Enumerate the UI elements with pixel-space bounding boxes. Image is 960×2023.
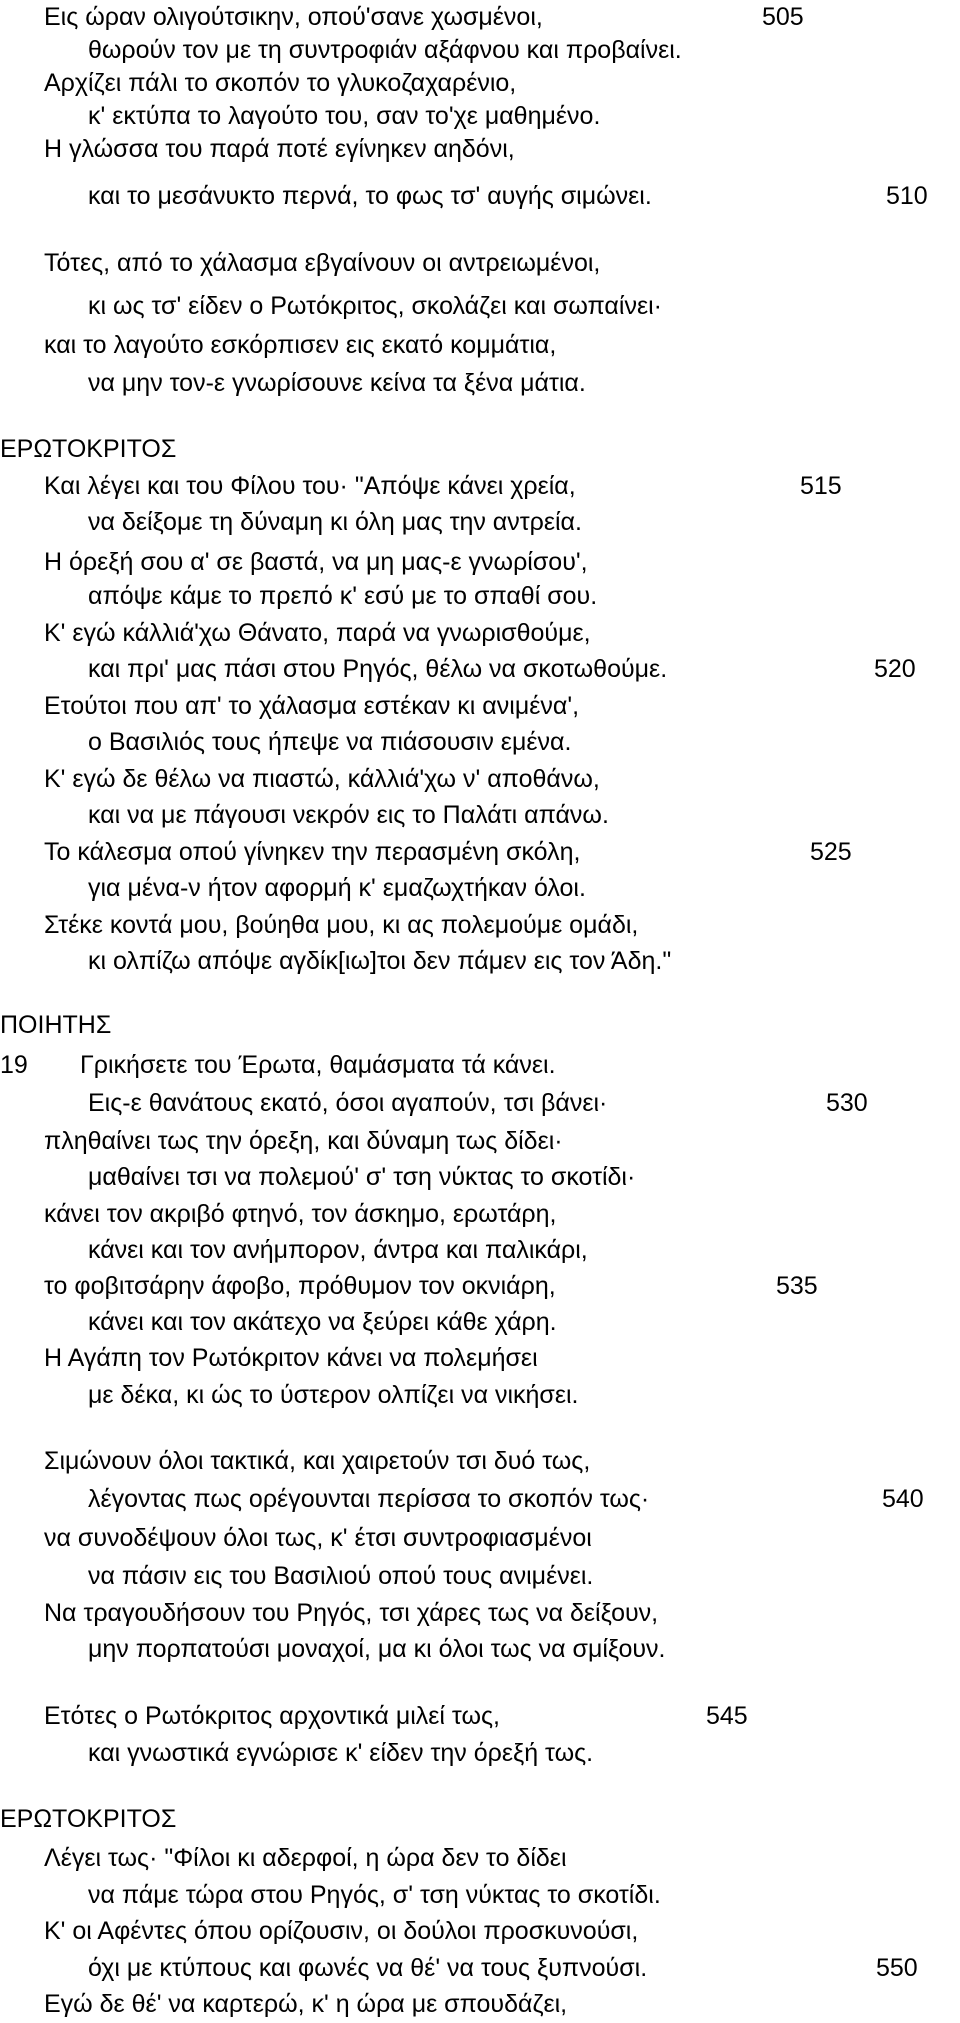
verse-line: Τότες, από το χάλασμα εβγαίνουν οι αντρειωμένοι, [44,249,601,277]
speaker-heading: ΕΡΩΤΟΚΡΙΤΟΣ [0,1805,177,1833]
line-number: 530 [826,1089,868,1117]
line-number: 535 [776,1272,818,1300]
verse-line: κάνει και τον ανήμπορον, άντρα και παλικάρι, [88,1236,588,1264]
line-number: 545 [706,1702,748,1730]
verse-line: Εις-ε θανάτους εκατό, όσοι αγαπούν, τσι βάνει· [88,1089,608,1117]
verse-line: και το μεσάνυκτο περνά, το φως τσ' αυγής σιμώνει. [88,182,652,210]
line-number: 510 [886,182,928,210]
line-number: 505 [762,3,804,31]
verse-line: μαθαίνει τσι να πολεμού' σ' τση νύκτας το σκοτίδι· [88,1163,636,1191]
verse-line: κάνει και τον ακάτεχο να ξεύρει κάθε χάρη. [88,1308,557,1336]
verse-line: Κ' εγώ δε θέλω να πιαστώ, κάλλιά'χω ν' αποθάνω, [44,765,600,793]
verse-line: Και λέγει και του Φίλου του· "Απόψε κάνει χρεία, [44,472,576,500]
verse-line: Κ' οι Αφέντες όπου ορίζουσιν, οι δούλοι προσκυνούσι, [44,1917,639,1945]
verse-line: κ' εκτύπα το λαγούτο του, σαν το'χε μαθημένο. [88,102,601,130]
verse-line: λέγοντας πως ορέγουνται περίσσα το σκοπόν τως· [88,1485,650,1513]
speaker-heading: ΕΡΩΤΟΚΡΙΤΟΣ [0,435,177,463]
verse-line: Να τραγουδήσουν του Ρηγός, τσι χάρες τως να δείξουν, [44,1599,659,1627]
verse-line: και πρι' μας πάσι στου Ρηγός, θέλω να σκοτωθούμε. [88,655,668,683]
verse-line: μην πορπατούσι μοναχοί, μα κι όλοι τως να σμίξουν. [88,1635,666,1663]
line-number: 515 [800,472,842,500]
verse-line: Κ' εγώ κάλλιά'χω Θάνατο, παρά να γνωρισθούμε, [44,619,591,647]
verse-line: πληθαίνει τως την όρεξη, και δύναμη τως δίδει· [44,1127,563,1155]
verse-line: Εγώ δε θέ' να καρτερώ, κ' η ώρα με σπουδάζει, [44,1990,568,2018]
verse-line: κι ολπίζω απόψε αγδίκ[ιω]τοι δεν πάμεν εις τον Άδη." [88,947,672,975]
verse-line: Εις ώραν ολιγούτσικην, οπού'σανε χωσμένοι, [44,3,543,31]
verse-line: Η όρεξή σου α' σε βαστά, να μη μας-ε γνωρίσου', [44,548,588,576]
verse-line: το φοβιτσάρην άφοβο, πρόθυμον τον οκνιάρη, [44,1272,556,1300]
verse-line: και το λαγούτο εσκόρπισεν εις εκατό κομμάτια, [44,331,557,359]
verse-line: Στέκε κοντά μου, βούηθα μου, κι ας πολεμούμε ομάδι, [44,911,639,939]
verse-line: ο Βασιλιός τους ήπεψε να πιάσουσιν εμένα. [88,728,572,756]
verse-line: και γνωστικά εγνώρισε κ' είδεν την όρεξή τως. [88,1739,594,1767]
verse-line: με δέκα, κι ώς το ύστερον ολπίζει να νικήσει. [88,1381,579,1409]
verse-line: κάνει τον ακριβό φτηνό, τον άσκημο, ερωτάρη, [44,1200,557,1228]
verse-line: να πάμε τώρα στου Ρηγός, σ' τση νύκτας το σκοτίδι. [88,1881,661,1909]
line-number: 550 [876,1954,918,1982]
verse-line: να συνοδέψουν όλοι τως, κ' έτσι συντροφιασμένοι [44,1524,592,1552]
verse-line: Σιμώνουν όλοι τακτικά, και χαιρετούν τσι δυό τως, [44,1447,591,1475]
verse-line: όχι με κτύπους και φωνές να θέ' να τους ξυπνούσι. [88,1954,648,1982]
verse-line: θωρούν τον με τη συντροφιάν αξάφνου και προβαίνει. [88,36,682,64]
verse-line: Γρικήσετε του Έρωτα, θαμάσματα τά κάνει. [80,1051,556,1079]
verse-line: να πάσιν εις του Βασιλιού οπού τους ανιμένει. [88,1562,594,1590]
verse-line: Η γλώσσα του παρά ποτέ εγίνηκεν αηδόνι, [44,135,515,163]
verse-line: να δείξομε τη δύναμη κι όλη μας την αντρεία. [88,508,582,536]
verse-line: Η Αγάπη τον Ρωτόκριτον κάνει να πολεμήσει [44,1344,538,1372]
line-number: 540 [882,1485,924,1513]
verse-line: Ετούτοι που απ' το χάλασμα εστέκαν κι ανιμένα', [44,692,580,720]
speaker-heading: ΠΟΙΗΤΗΣ [0,1011,112,1039]
verse-line: να μην τον-ε γνωρίσουνε κείνα τα ξένα μάτια. [88,369,586,397]
verse-line: Ετότες ο Ρωτόκριτος αρχοντικά μιλεί τως, [44,1702,500,1730]
stanza-number: 19 [0,1051,28,1079]
verse-line: Το κάλεσμα οπού γίνηκεν την περασμένη σκόλη, [44,838,581,866]
verse-line: για μένα-ν ήτον αφορμή κ' εμαζωχτήκαν όλοι. [88,874,586,902]
line-number: 525 [810,838,852,866]
verse-line: απόψε κάμε το πρεπό κ' εσύ με το σπαθί σου. [88,582,598,610]
line-number: 520 [874,655,916,683]
verse-line: Αρχίζει πάλι το σκοπόν το γλυκοζαχαρένιο, [44,69,517,97]
verse-line: κι ως τσ' είδεν ο Ρωτόκριτος, σκολάζει και σωπαίνει· [88,292,662,320]
verse-line: και να με πάγουσι νεκρόν εις το Παλάτι απάνω. [88,801,609,829]
verse-line: Λέγει τως· "Φίλοι κι αδερφοί, η ώρα δεν το δίδει [44,1844,567,1872]
